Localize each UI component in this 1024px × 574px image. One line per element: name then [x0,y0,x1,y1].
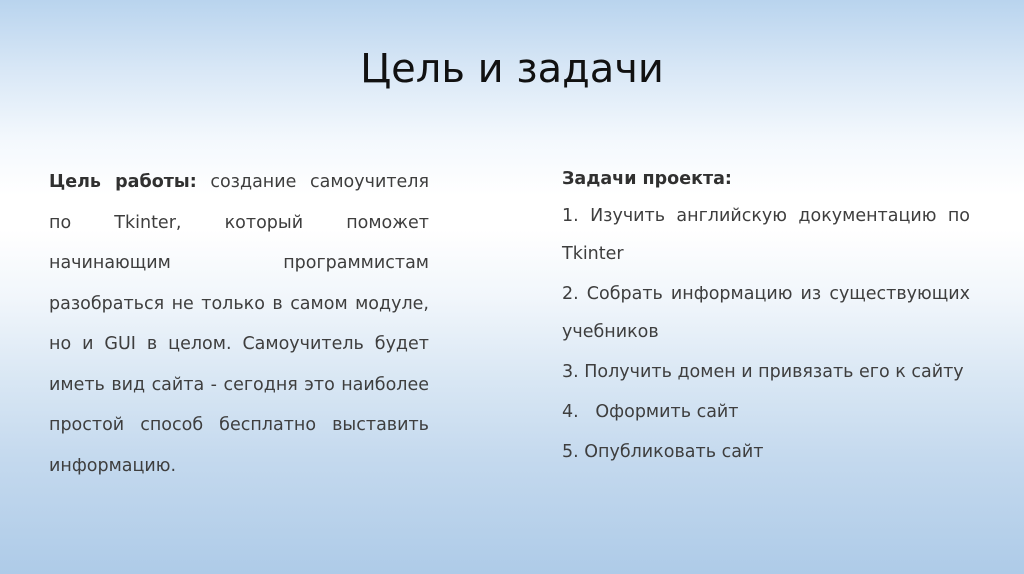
task-item-2: 2. Собрать информацию из существующих учебников [562,284,970,342]
goal-paragraph [49,162,429,486]
goal-text: создание самоучителя по Tkinter, который поможет начинающим программистам разобраться не только в самом модуле, но и GUI в целом. Самоучитель будет иметь вид сайта - сегодня это наиболее простой способ бесплатно выставить информацию. [49,172,429,476]
tasks-heading: Задачи проекта: [562,169,732,189]
task-item-3: 3. Получить домен и привязать его к сайту [562,362,964,382]
slide-title: Цель и задачи [360,46,664,92]
goal-label: Цель работы: [49,172,197,192]
task-item-5: 5. Опубликовать сайт [562,442,764,462]
tasks-section [562,161,970,471]
task-item-4: 4. Оформить сайт [562,402,739,422]
task-item-1: 1. Изучить английскую документацию по Tkinter [562,206,970,264]
